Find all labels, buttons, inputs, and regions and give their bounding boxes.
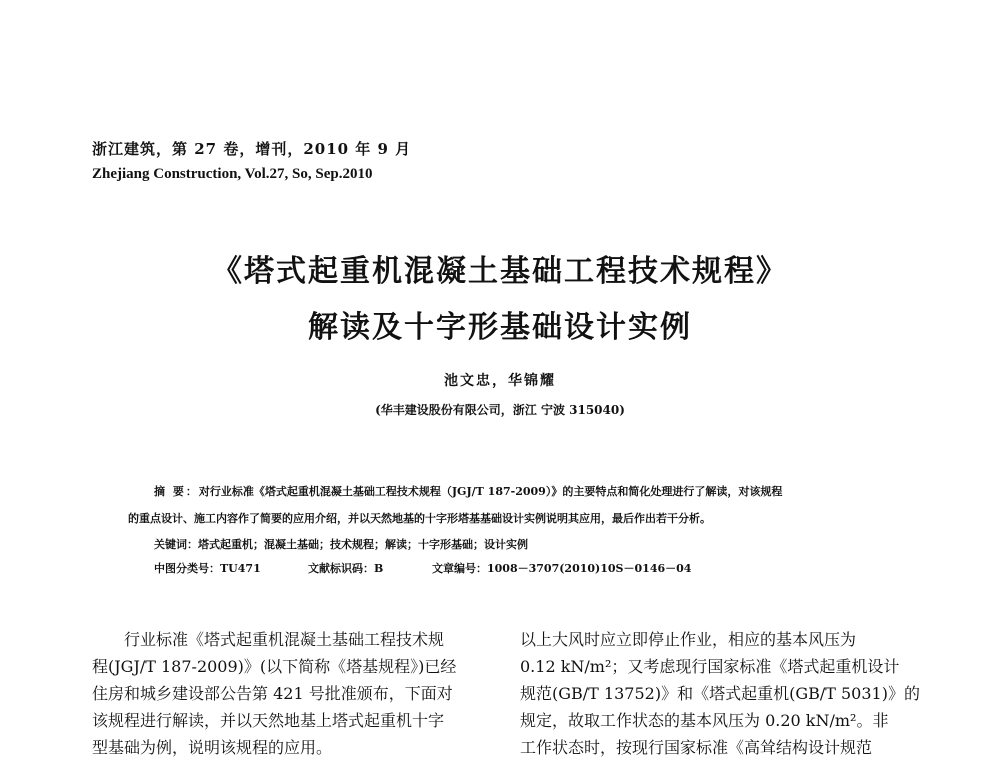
doc-code-block <box>308 560 383 576</box>
keywords-text: 塔式起重机；混凝土基础；技术规程；解读；十字形基础；设计实例 <box>198 538 528 551</box>
clc-value: TU471 <box>220 562 261 575</box>
abstract-line-1 <box>154 483 782 499</box>
doc-code-value: B <box>374 562 384 575</box>
doc-code-label: 文献标识码： <box>308 562 374 575</box>
journal-citation-en: Zhejiang Construction, Vol.27, So, Sep.2010 <box>92 166 373 182</box>
body-right-line: 规定，故取工作状态的基本风压为 0.20 kN/m²。非 <box>520 711 889 730</box>
affiliation: (华丰建设股份有限公司，浙江 宁波 315040) <box>375 403 625 417</box>
clc-label: 中图分类号： <box>154 562 220 575</box>
body-left-line: 型基础为例，说明该规程的应用。 <box>92 738 333 757</box>
keywords-label: 关键词： <box>154 538 198 551</box>
body-left-line: 住房和城乡建设部公告第 421 号批准颁布，下面对 <box>92 684 453 703</box>
abstract-label: 摘 要： <box>154 485 199 498</box>
article-number-block <box>432 560 691 576</box>
article-number-label: 文章编号： <box>432 562 487 575</box>
body-right-line: 工作状态时，按现行国家标准《高耸结构设计规范 <box>520 738 873 757</box>
body-right-line: 规范(GB/T 13752)》和《塔式起重机(GB/T 5031)》的 <box>520 684 920 703</box>
body-left-line: 行业标准《塔式起重机混凝土基础工程技术规 <box>124 630 445 649</box>
clc-block <box>154 560 261 576</box>
abstract-text-1: 对行业标准《塔式起重机混凝土基础工程技术规程（JGJ/T 187-2009）》的主要特点和简化处理进行了解读，对该规程 <box>198 485 783 498</box>
abstract-line-2: 的重点设计、施工内容作了简要的应用介绍，并以天然地基的十字形塔基基础设计实例说明其应用，最后作出若干分析。 <box>128 512 711 525</box>
title-line-2: 解读及十字形基础设计实例 <box>308 310 692 345</box>
title-line-1: 《塔式起重机混凝土基础工程技术规程》 <box>212 254 788 289</box>
body-right-line: 以上大风时应立即停止作业，相应的基本风压为 <box>520 630 857 649</box>
body-left-line: 程(JGJ/T 187-2009)》(以下简称《塔基规程》)已经 <box>92 657 457 676</box>
body-column-left <box>92 626 456 761</box>
journal-citation-cn: 浙江建筑，第 27 卷，增刊，2010 年 9 月 <box>92 140 412 158</box>
authors: 池文忠，华锦耀 <box>444 373 556 389</box>
keywords-line <box>154 536 528 552</box>
body-right-line: 0.12 kN/m²；又考虑现行国家标准《塔式起重机设计 <box>520 657 900 676</box>
body-column-right <box>520 626 920 761</box>
article-number-value: 1008－3707(2010)10S－0146－04 <box>487 562 692 575</box>
body-left-line: 该规程进行解读，并以天然地基上塔式起重机十字 <box>92 711 445 730</box>
